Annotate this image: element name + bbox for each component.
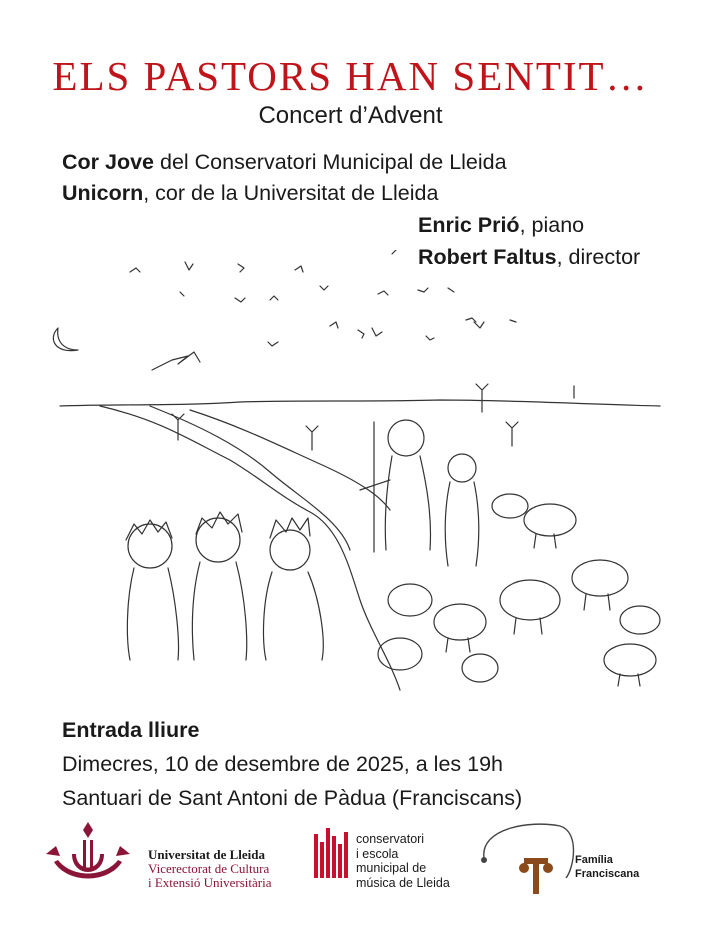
fam-line1: Família	[575, 854, 613, 866]
birds-sketch	[130, 250, 516, 370]
poster-title: ELS PASTORS HAN SENTIT…	[52, 53, 649, 99]
shepherds-sketch	[360, 420, 479, 566]
performer-name: Robert Faltus	[418, 245, 557, 269]
udl-name: Universitat de Lleida	[148, 847, 265, 862]
udl-logo	[46, 822, 130, 879]
conservatori-logo	[314, 828, 348, 878]
udl-line3: i Extensió Universitària	[148, 875, 272, 890]
cons-line4: música de Lleida	[356, 875, 450, 890]
udl-line2: Vicerectorat de Cultura	[148, 861, 270, 876]
poster-subtitle: Concert d’Advent	[258, 102, 443, 129]
fam-line2: Franciscana	[575, 868, 640, 880]
udl-logo-text	[148, 848, 271, 890]
cons-line1: conservatori	[356, 832, 425, 846]
moon-icon	[53, 328, 78, 351]
cons-line3: municipal de	[356, 861, 427, 875]
performer-name: Enric Prió	[418, 213, 520, 237]
three-kings-sketch	[126, 512, 323, 660]
familia-franciscana-logo	[481, 824, 574, 894]
performer-unicorn	[62, 181, 438, 206]
event-date: Dimecres, 10 de desembre de 2025, a les 19h	[62, 752, 504, 776]
performer-cor-jove	[62, 150, 507, 175]
entrance-label: Entrada lliure	[62, 718, 200, 742]
performer-detail: del Conservatori Municipal de Lleida	[154, 150, 507, 174]
performer-detail: , piano	[519, 213, 585, 237]
sheep-flock-sketch	[378, 494, 660, 686]
performer-name: Cor Jove	[62, 150, 155, 174]
performer-detail: , director	[556, 245, 641, 269]
performer-piano	[418, 213, 584, 238]
performer-detail: , cor de la Universitat de Lleida	[143, 181, 439, 205]
familia-logo-text	[575, 853, 639, 881]
performer-name: Unicorn	[62, 181, 144, 205]
event-venue: Santuari de Sant Antoni de Pàdua (Franciscans)	[62, 786, 523, 810]
conservatori-logo-text	[356, 832, 450, 890]
nativity-sketch-illustration	[40, 250, 680, 710]
horizon-line	[60, 400, 660, 406]
cons-line2: i escola	[356, 846, 399, 861]
